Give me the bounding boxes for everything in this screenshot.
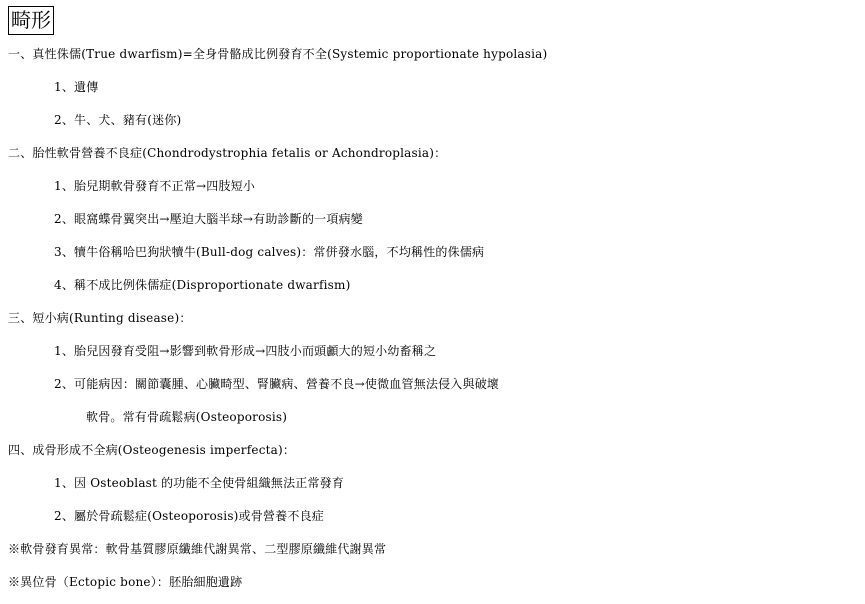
section-two-heading: 二、胎性軟骨營養不良症(Chondrodystrophia fetalis or Achondroplasia)： <box>8 146 447 160</box>
list-item: 1、胎兒因發育受阻→影響到軟骨形成→四肢小而頭顱大的短小幼畜稱之 <box>54 344 437 358</box>
list-item: 1、遺傳 <box>54 80 99 94</box>
list-item: 4、稱不成比例侏儒症(Disproportionate dwarfism) <box>54 278 351 292</box>
list-item: 1、胎兒期軟骨發育不正常→四肢短小 <box>54 179 256 193</box>
list-item: 2、眼窩蝶骨翼突出→壓迫大腦半球→有助診斷的一項病變 <box>54 212 363 226</box>
list-item: 2、屬於骨疏鬆症(Osteoporosis)或骨營養不良症 <box>54 509 324 523</box>
list-item: 2、牛、犬、豬有(迷你) <box>54 113 182 127</box>
section-three-heading: 三、短小病(Runting disease)： <box>8 311 192 325</box>
section-one-heading: 一、真性侏儒(True dwarfism)=全身骨骼成比例發育不全(Systemic proportionate hypolasia) <box>8 47 548 61</box>
list-item: 1、因 Osteoblast 的功能不全使骨組織無法正常發育 <box>54 476 345 490</box>
list-item: 3、犢牛俗稱哈巴狗狀犢牛(Bull-dog calves)：常併發水腦，不均稱性的侏儒病 <box>54 245 485 259</box>
section-four-heading: 四、成骨形成不全病(Osteogenesis imperfecta)： <box>8 443 296 457</box>
note-cartilage: ※軟骨發育異常：軟骨基質膠原纖維代謝異常、二型膠原纖維代謝異常 <box>8 542 387 556</box>
note-ectopic-bone: ※異位骨（Ectopic bone）：胚胎細胞遺跡 <box>8 575 243 589</box>
list-item-continuation: 軟骨。常有骨疏鬆病(Osteoporosis) <box>86 410 288 424</box>
list-item: 2、可能病因：關節囊腫、心臟畸型、腎臟病、營養不良→使微血管無法侵入與破壞 <box>54 377 500 391</box>
page-title: 畸形 <box>8 6 54 35</box>
